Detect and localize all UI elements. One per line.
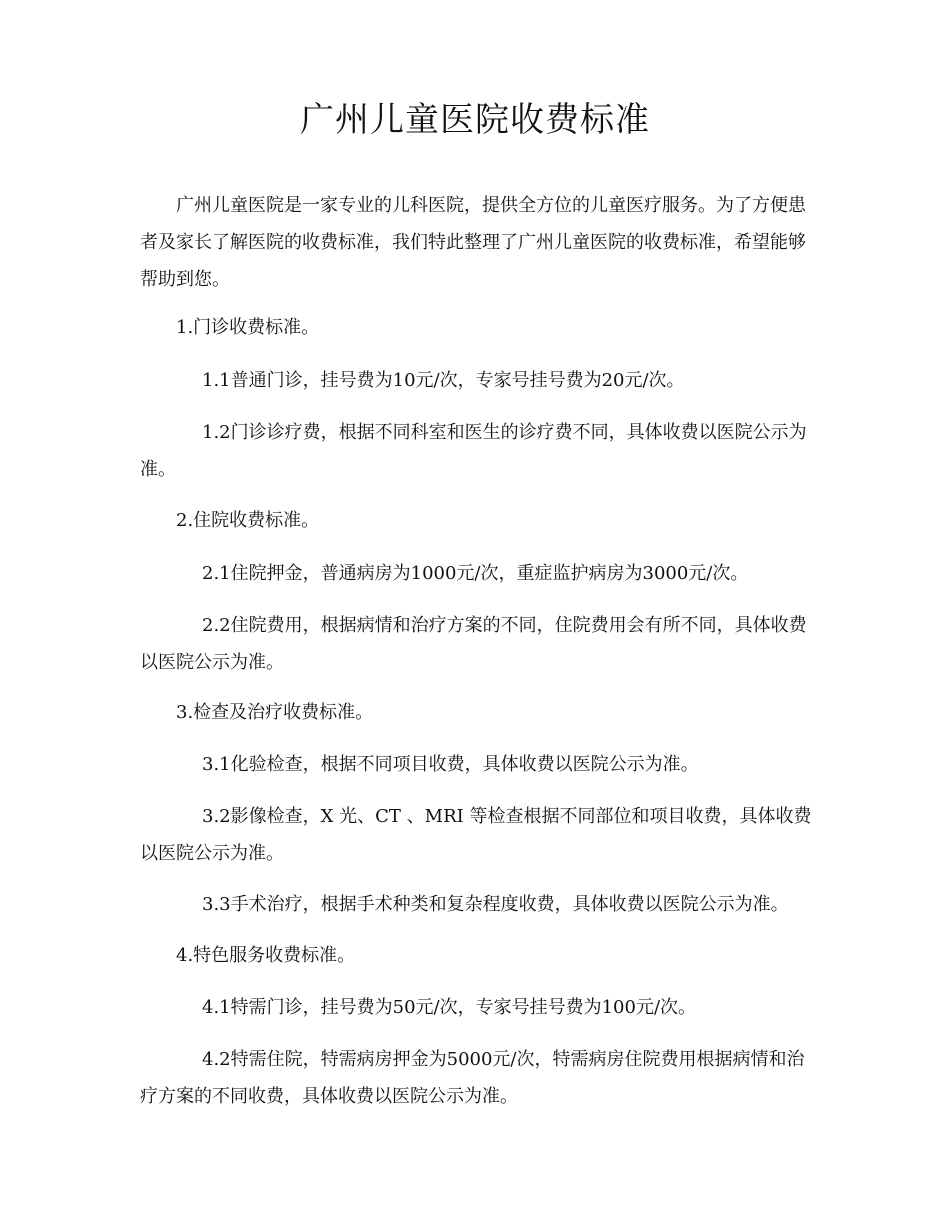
section-item-2-1: 2.1住院押金，普通病房为1000元/次，重症监护病房为3000元/次。 [202, 563, 749, 584]
section-heading-2: 2.住院收费标准。 [176, 510, 320, 531]
section-item-3-3: 3.3手术治疗，根据手术种类和复杂程度收费，具体收费以医院公示为准。 [202, 894, 789, 915]
section-heading-1: 1.门诊收费标准。 [176, 317, 320, 338]
document-title: 广州儿童医院收费标准 [300, 100, 650, 140]
section-item-3-2: 3.2影像检查，X 光、CT 、MRI 等检查根据不同部位和项目收费，具体收费以医院公示为准。 [140, 806, 812, 864]
section-item-1-1: 1.1普通门诊，挂号费为10元/次，专家号挂号费为20元/次。 [202, 370, 685, 391]
section-heading-4: 4.特色服务收费标准。 [176, 945, 356, 966]
section-item-1-2: 1.2门诊诊疗费，根据不同科室和医生的诊疗费不同，具体收费以医院公示为准。 [140, 422, 807, 480]
section-item-4-2: 4.2特需住院，特需病房押金为5000元/次，特需病房住院费用根据病情和治疗方案的不同收费，具体收费以医院公示为准。 [140, 1049, 805, 1107]
section-item-2-2: 2.2住院费用，根据病情和治疗方案的不同，住院费用会有所不同，具体收费以医院公示为准。 [140, 615, 807, 673]
intro-paragraph: 广州儿童医院是一家专业的儿科医院，提供全方位的儿童医疗服务。为了方便患者及家长了解医院的收费标准，我们特此整理了广州儿童医院的收费标准，希望能够帮助到您。 [140, 195, 806, 290]
section-heading-3: 3.检查及治疗收费标准。 [176, 702, 374, 723]
section-item-3-1: 3.1化验检查，根据不同项目收费，具体收费以医院公示为准。 [202, 754, 699, 775]
section-item-4-1: 4.1特需门诊，挂号费为50元/次，专家号挂号费为100元/次。 [202, 997, 697, 1018]
